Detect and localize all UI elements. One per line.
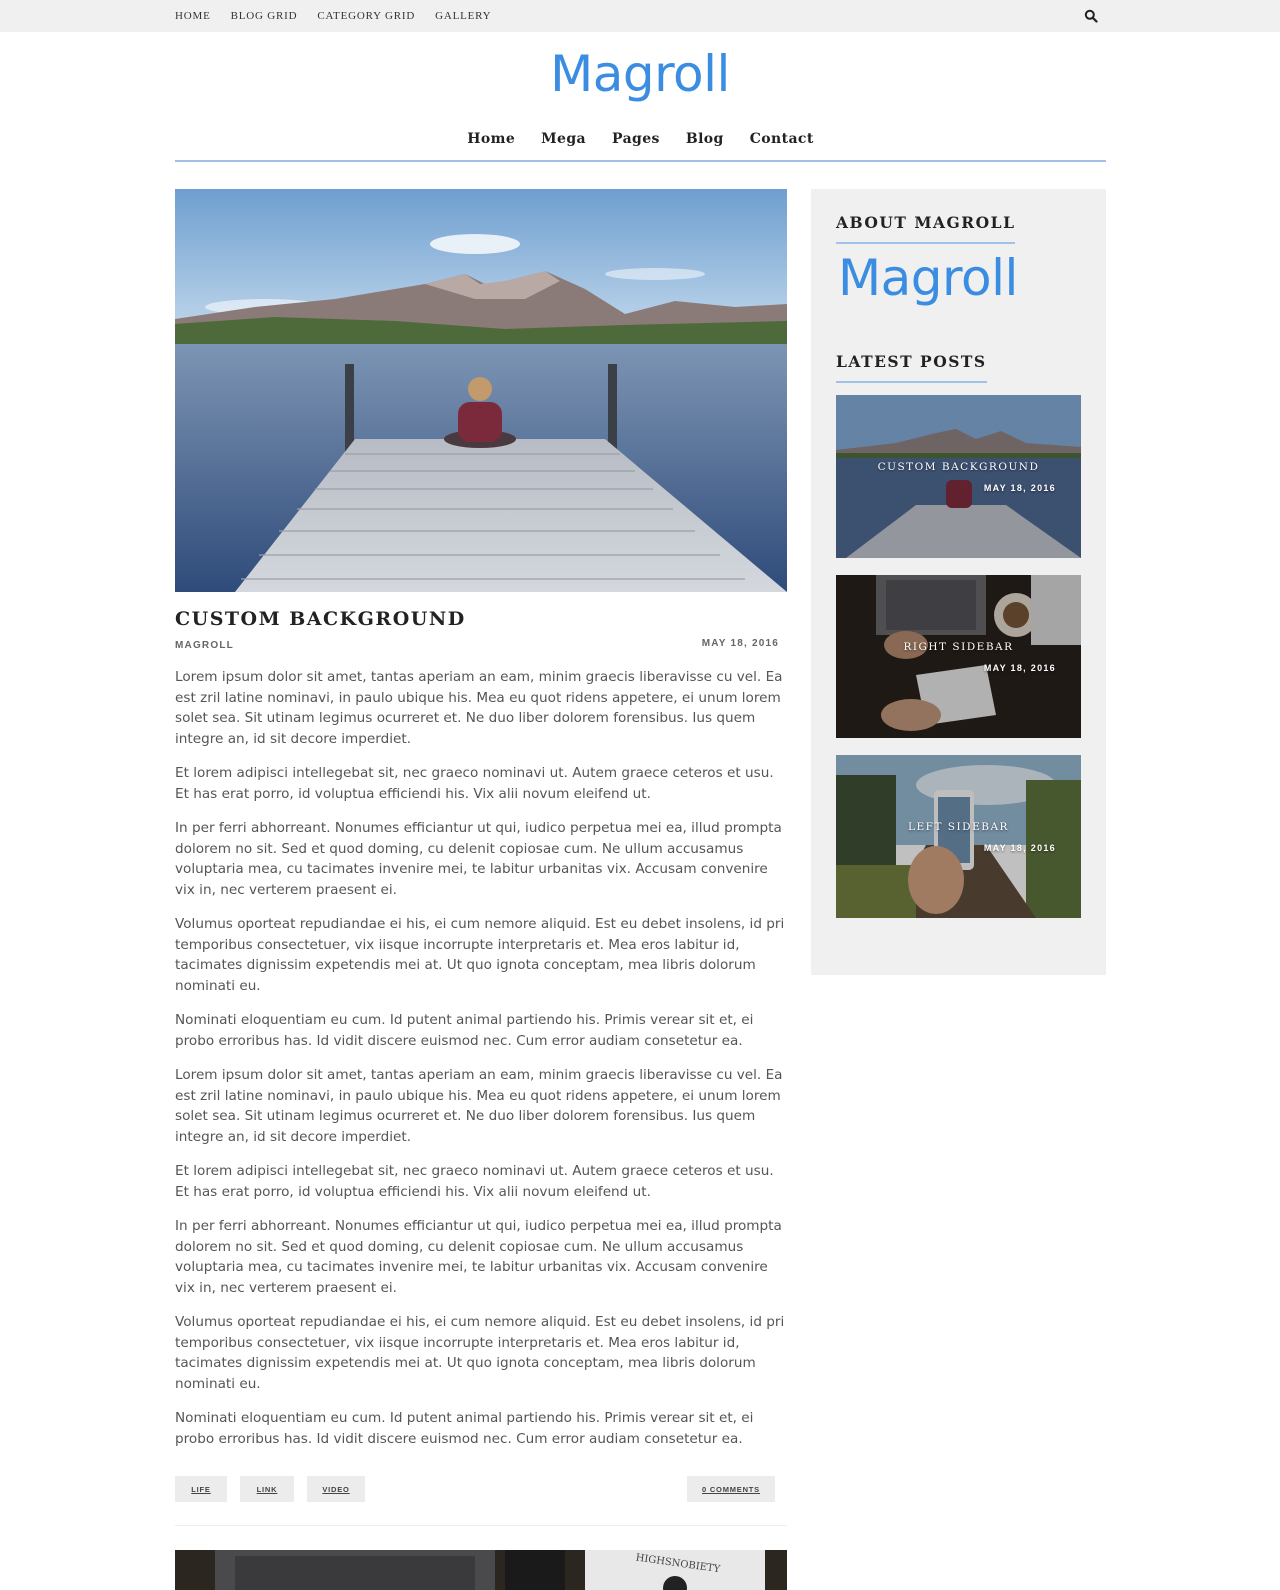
post-paragraph: Et lorem adipisci intellegebat sit, nec graeco nominavi ut. Autem graece ceteros et usu. Et has erat porro, id voluptua efficiendi his. Vix alii novum eleifend ut. [175, 765, 774, 802]
latest-post-item[interactable] [836, 755, 1081, 918]
latest-post-title[interactable]: CUSTOM BACKGROUND [877, 461, 1040, 473]
nav-contact[interactable]: Contact [749, 131, 814, 147]
comments-link[interactable]: 0 COMMENTS [687, 1476, 775, 1502]
nav-pages[interactable]: Pages [612, 131, 660, 147]
latest-post-date: MAY 18, 2016 [983, 483, 1056, 493]
post-author[interactable]: MAGROLL [175, 640, 234, 651]
top-nav-home[interactable]: HOME [175, 10, 211, 22]
top-bar [0, 0, 1280, 32]
latest-post-item[interactable] [836, 395, 1081, 558]
post-featured-image[interactable] [175, 189, 787, 592]
post-paragraph: Lorem ipsum dolor sit amet, tantas aperiam an eam, minim graecis liberavisse cu vel. Ea est zril latine nominavi, in paulo ubique his. Mea eu quot ridens appetere, ei unum lorem solet sea. Sit utinam legimus ocurreret et. Ne duo liber dolorem forensibus. Ius quem integre an, id sit decore imperdiet. [175, 669, 783, 747]
search-icon[interactable] [1084, 9, 1098, 23]
post-body [175, 667, 787, 1463]
top-nav-gallery[interactable]: GALLERY [435, 10, 492, 22]
latest-posts-title: LATEST POSTS [836, 352, 987, 383]
about-widget-title: ABOUT MAGROLL [836, 213, 1015, 244]
latest-post-date: MAY 18, 2016 [983, 663, 1056, 673]
tag-life[interactable]: LIFE [175, 1476, 227, 1502]
top-nav [175, 0, 511, 32]
post-paragraph: Et lorem adipisci intellegebat sit, nec graeco nominavi ut. Autem graece ceteros et usu. Et has erat porro, id voluptua efficiendi his. Vix alii novum eleifend ut. [175, 1163, 774, 1200]
latest-post-title[interactable]: LEFT SIDEBAR [908, 821, 1009, 833]
post-paragraph: Nominati eloquentiam eu cum. Id putent animal partiendo his. Primis verear sit et, ei probo erroribus has. Id vidit discere euismod nec. Cum error audiam consetetur ea. [175, 1012, 754, 1049]
tag-video[interactable]: VIDEO [307, 1476, 365, 1502]
post-paragraph: Lorem ipsum dolor sit amet, tantas aperiam an eam, minim graecis liberavisse cu vel. Ea est zril latine nominavi, in paulo ubique his. Mea eu quot ridens appetere, ei unum lorem solet sea. Sit utinam legimus ocurreret et. Ne duo liber dolorem forensibus. Ius quem integre an, id sit decore imperdiet. [175, 1067, 783, 1145]
top-nav-category-grid[interactable]: CATEGORY GRID [317, 10, 416, 22]
next-post-image-text: HIGHSNOBIETY [634, 1552, 721, 1576]
post-date: MAY 18, 2016 [701, 638, 779, 649]
post-paragraph: Volumus oporteat repudiandae ei his, ei cum nemore aliquid. Est eu debet insolens, id pri temporibus consectetuer, vix iisque incorrupte interpretaris et. Mea eros labitur id, tacimates dignissim expetendis mei at. Ut quo ignota conceptam, mea libris dolorum nominati eu. [175, 1314, 785, 1392]
post-paragraph: Nominati eloquentiam eu cum. Id putent animal partiendo his. Primis verear sit et, ei probo erroribus has. Id vidit discere euismod nec. Cum error audiam consetetur ea. [175, 1410, 754, 1447]
latest-post-title[interactable]: RIGHT SIDEBAR [903, 641, 1014, 653]
top-nav-blog-grid[interactable]: BLOG GRID [230, 10, 298, 22]
post-paragraph: In per ferri abhorreant. Nonumes efficiantur ut qui, iudico perpetua mei ea, illud prompta dolorem no sit. Sed et quod doming, cu delenit copiosae cum. Ne ullum accusamus voluptaria mea, cu tacimates invenire mei, te labitur urbanitas vix. Accusam convenire vix in, nec verterem praesent ei. [175, 1218, 782, 1296]
site-logo[interactable]: Magroll [550, 45, 730, 103]
post-paragraph: Volumus oporteat repudiandae ei his, ei cum nemore aliquid. Est eu debet insolens, id pri temporibus consectetuer, vix iisque incorrupte interpretaris et. Mea eros labitur id, tacimates dignissim expetendis mei at. Ut quo ignota conceptam, mea libris dolorum nominati eu. [175, 916, 785, 994]
tag-link[interactable]: LINK [240, 1476, 294, 1502]
sidebar-logo: Magroll [838, 249, 1018, 307]
nav-blog[interactable]: Blog [685, 131, 724, 147]
nav-home[interactable]: Home [467, 131, 516, 147]
nav-mega[interactable]: Mega [541, 131, 587, 147]
latest-post-date: MAY 18, 2016 [983, 843, 1056, 853]
post-divider [175, 1525, 787, 1526]
next-post-image[interactable] [175, 1550, 787, 1590]
sidebar [811, 189, 1106, 975]
latest-post-item[interactable] [836, 575, 1081, 738]
post-tags [175, 1476, 787, 1502]
post-title[interactable]: CUSTOM BACKGROUND [175, 608, 466, 630]
post-paragraph: In per ferri abhorreant. Nonumes efficiantur ut qui, iudico perpetua mei ea, illud prompta dolorem no sit. Sed et quod doming, cu delenit copiosae cum. Ne ullum accusamus voluptaria mea, cu tacimates invenire mei, te labitur urbanitas vix. Accusam convenire vix in, nec verterem praesent ei. [175, 820, 782, 898]
main-nav [175, 131, 1106, 162]
